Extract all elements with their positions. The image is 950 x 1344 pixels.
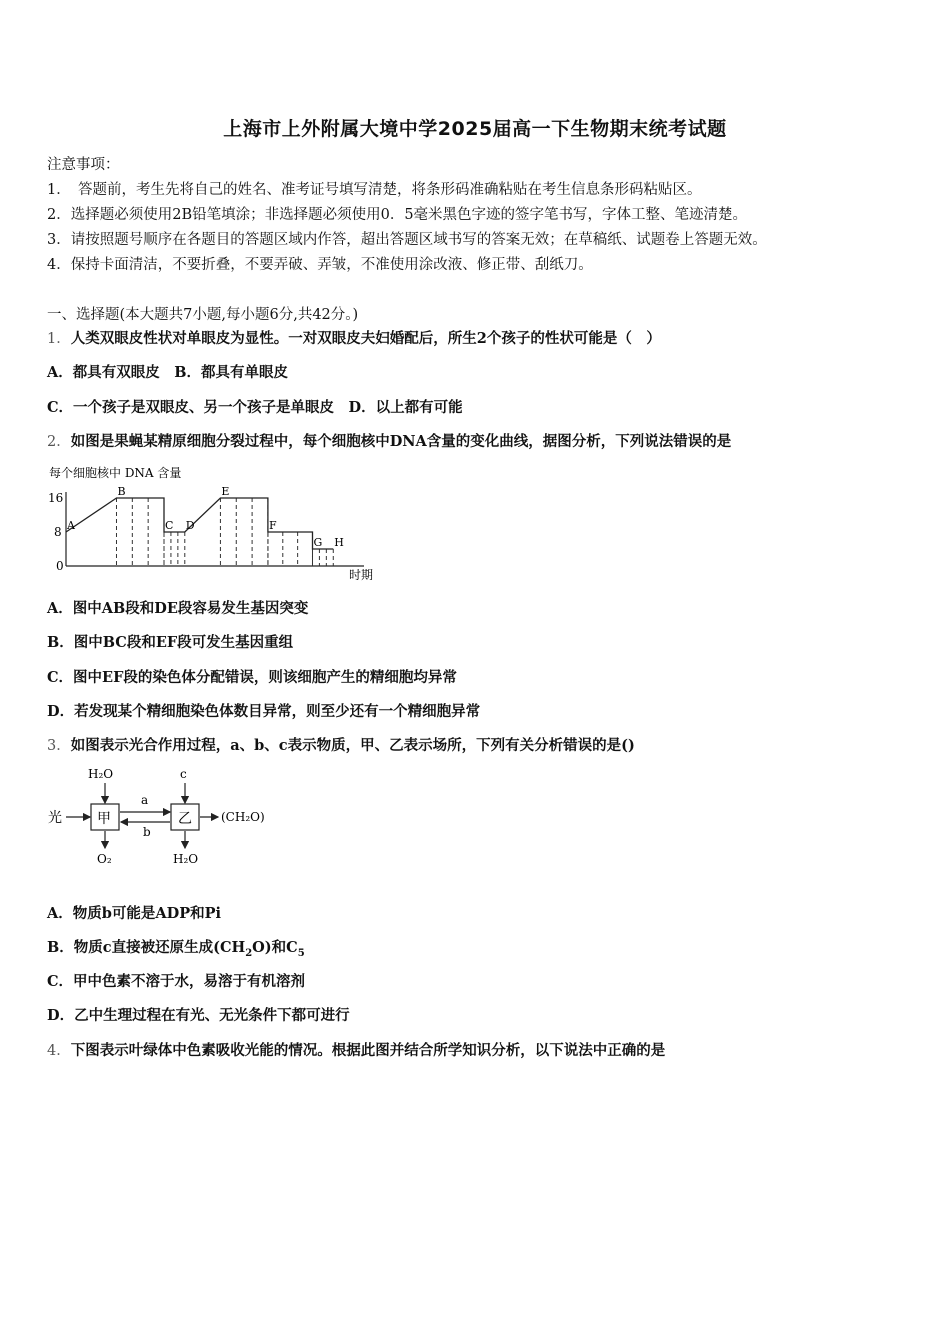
q1-options-line1: A．都具有双眼皮 B．都具有单眼皮: [47, 364, 289, 381]
subscript: 5: [297, 947, 305, 959]
q3-option-b: [47, 936, 305, 959]
notice-item: 1． 答题前，考生先将自己的姓名、准考证号填写清楚，将条形码准确粘贴在考生信息条形码粘贴区。: [47, 182, 702, 198]
q3-option-a: A．物质b可能是ADP和Pi: [47, 905, 222, 922]
question-4: [47, 1039, 665, 1060]
question-1: [47, 327, 661, 348]
question-number: 4．: [47, 1043, 71, 1059]
question-stem: 下图表示叶绿体中色素吸收光能的情况。根据此图并结合所学知识分析，以下说法中正确的是: [70, 1042, 666, 1059]
notice-item: 3．请按照题号顺序在各题目的答题区域内作答，超出答题区域书写的答案无效；在草稿纸、试题卷上答题无效。: [47, 232, 767, 248]
point-label: B: [117, 485, 126, 498]
q2-option-c: C．图中EF段的染色体分配错误，则该细胞产生的精细胞均异常: [47, 669, 457, 686]
dna-content-chart: [44, 460, 394, 585]
question-2: [47, 430, 731, 451]
question-stem: 如图表示光合作用过程，a、b、c表示物质，甲、乙表示场所，下列有关分析错误的是(): [70, 737, 635, 754]
q3-option-b-text: B．物质c直接被还原生成(CH: [47, 939, 246, 956]
page-title: 上海市上外附属大境中学2025届高一下生物期末统考试题: [223, 118, 727, 140]
q2-option-d: D．若发现某个精细胞染色体数目异常，则至少还有一个精细胞异常: [47, 703, 481, 720]
dna-curve: [66, 498, 333, 549]
chart-title: 每个细胞核中 DNA 含量: [49, 466, 182, 480]
question-stem: 人类双眼皮性状对单眼皮为显性。一对双眼皮夫妇婚配后，所生2个孩子的性状可能是（ ）: [70, 330, 661, 347]
product-label: (CH₂O): [221, 810, 265, 824]
o2-output-label: O₂: [97, 852, 112, 866]
point-label: F: [268, 519, 277, 532]
q3-option-c: C．甲中色素不溶于水，易溶于有机溶剂: [47, 973, 306, 990]
point-label: C: [165, 519, 174, 532]
question-number: 2．: [47, 434, 71, 450]
subscript: 2: [245, 947, 253, 959]
question-stem: 如图是果蝇某精原细胞分裂过程中，每个细胞核中DNA含量的变化曲线，据图分析，下列说法错误的是: [70, 433, 732, 450]
arrow-a-label: a: [141, 793, 149, 807]
q1-options-line2: C．一个孩子是双眼皮、另一个孩子是单眼皮 D．以上都有可能: [47, 399, 463, 416]
c-input-label: c: [180, 767, 187, 781]
point-label: D: [185, 519, 195, 532]
box-jia-label: 甲: [97, 811, 111, 827]
question-number: 3．: [47, 738, 71, 754]
y-tick-label: 0: [56, 559, 64, 573]
notice-item: 4．保持卡面清洁，不要折叠，不要弄破、弄皱，不准使用涂改液、修正带、刮纸刀。: [47, 257, 593, 273]
notice-item: 2．选择题必须使用2B铅笔填涂；非选择题必须使用0．5毫米黑色字迹的签字笔书写，字体工整、笔迹清楚。: [47, 207, 748, 223]
q3-option-d: D．乙中生理过程在有光、无光条件下都可进行: [47, 1007, 350, 1024]
box-yi-label: 乙: [178, 811, 192, 827]
section-heading: 一、选择题(本大题共7小题,每小题6分,共42分。): [47, 307, 359, 323]
arrow-b-label: b: [143, 825, 151, 839]
notice-heading: 注意事项：: [47, 157, 120, 173]
y-tick-label: 16: [48, 491, 64, 505]
q3-option-b-text: O)和C: [252, 939, 298, 956]
point-label: E: [221, 485, 230, 498]
h2o-output-label: H₂O: [173, 852, 199, 866]
point-label: H: [334, 536, 344, 549]
q2-option-b: B．图中BC段和EF段可发生基因重组: [47, 634, 294, 651]
q2-option-a: A．图中AB段和DE段容易发生基因突变: [47, 600, 309, 617]
h2o-input-label: H₂O: [88, 767, 114, 781]
point-label: G: [313, 536, 323, 549]
y-tick-label: 8: [54, 525, 62, 539]
photosynthesis-diagram: [46, 762, 296, 872]
question-number: 1．: [47, 331, 71, 347]
x-axis-label: 时期: [349, 568, 374, 582]
point-label: A: [67, 519, 75, 532]
light-label: 光: [48, 810, 62, 826]
question-3: [47, 734, 635, 755]
